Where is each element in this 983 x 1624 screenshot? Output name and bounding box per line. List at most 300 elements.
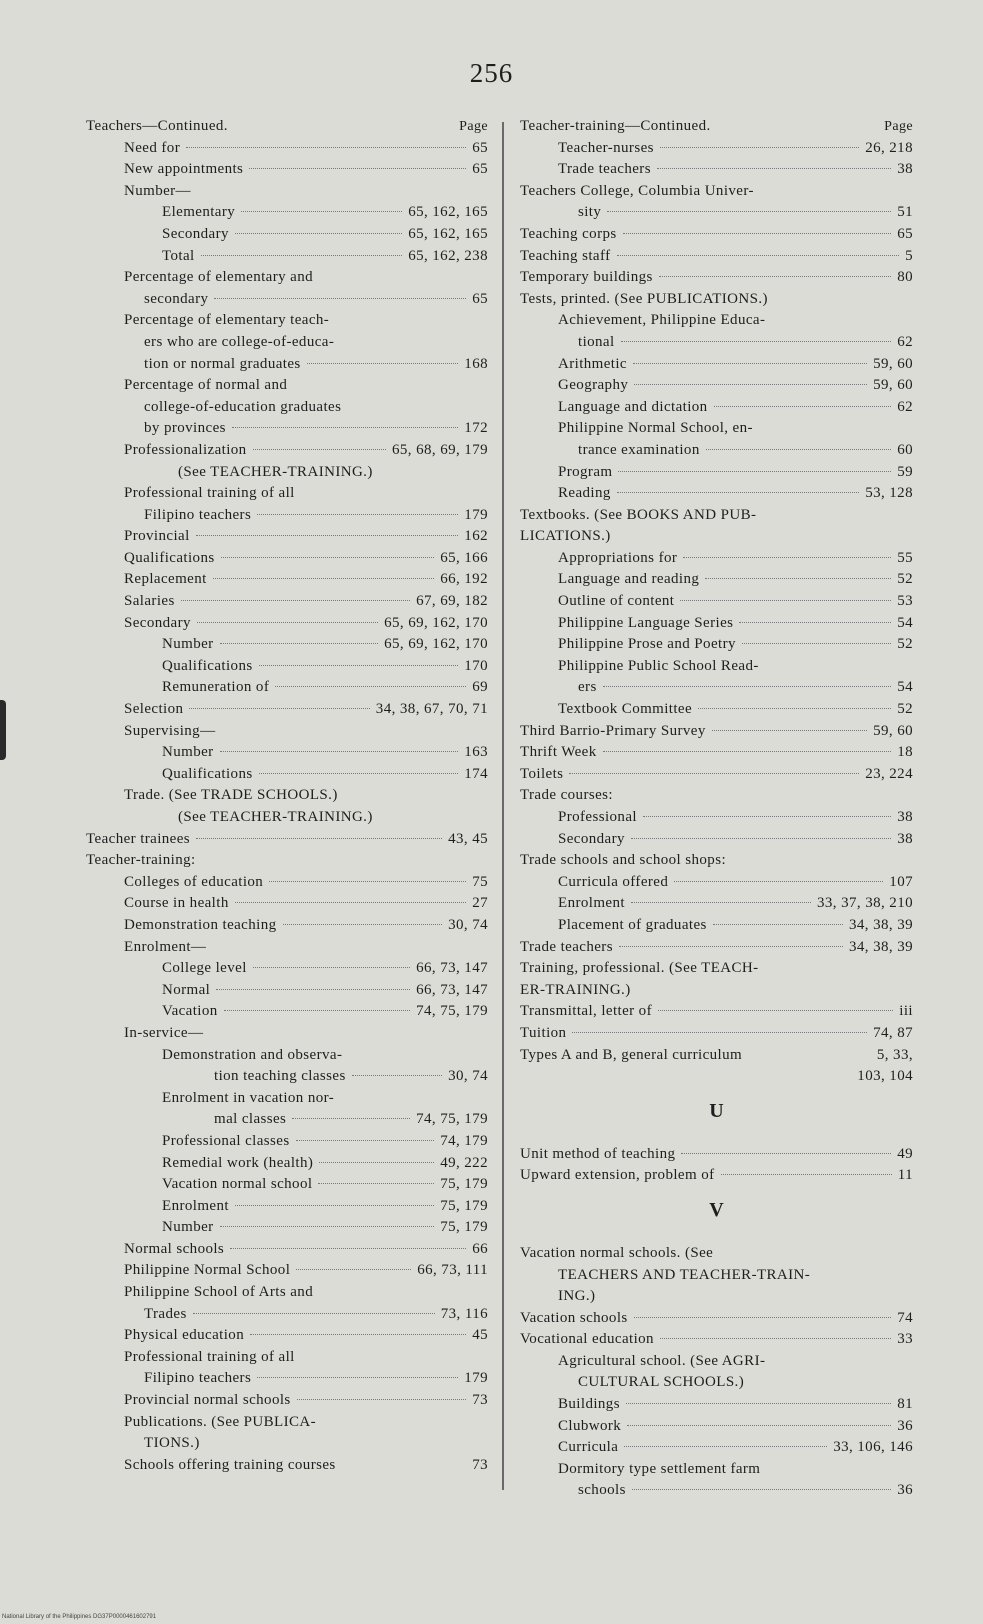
dot-leader xyxy=(269,881,466,882)
index-entry-text: Agricultural school. (See AGRI- xyxy=(558,1352,766,1369)
index-entry-pages: 65, 68, 69, 179 xyxy=(392,441,488,458)
index-entry xyxy=(86,310,488,332)
dot-leader xyxy=(292,1118,410,1119)
index-entry-text: Teacher trainees xyxy=(86,830,191,847)
dot-leader xyxy=(201,255,403,256)
index-entry-text: tional xyxy=(578,333,615,350)
index-entry xyxy=(86,397,488,419)
index-entry-pages: 54 xyxy=(897,614,913,631)
index-entry-pages: Page xyxy=(459,119,488,134)
index-entry-text: Philippine Normal School, en- xyxy=(558,420,753,437)
dot-leader xyxy=(617,255,900,256)
index-entry xyxy=(86,375,488,397)
dot-leader xyxy=(674,881,883,882)
index-entry-pages: 66 xyxy=(472,1240,488,1257)
index-entry-text: college-of-education graduates xyxy=(144,398,342,415)
index-entry xyxy=(520,829,913,851)
dot-leader xyxy=(235,902,466,903)
index-entry xyxy=(520,332,913,354)
dot-leader xyxy=(632,1489,891,1490)
index-entry xyxy=(520,202,913,224)
index-entry-text: Teachers—Continued. xyxy=(86,118,228,134)
index-entry-pages: 80 xyxy=(897,269,913,286)
dot-leader xyxy=(712,730,867,731)
dot-leader xyxy=(706,449,891,450)
index-entry xyxy=(86,785,488,807)
index-entry xyxy=(520,1265,913,1287)
index-entry-text: Arithmetic xyxy=(558,355,627,372)
index-entry-pages: 62 xyxy=(897,333,913,350)
index-entry xyxy=(520,526,913,548)
index-entry-text: Professional training of all xyxy=(124,485,295,502)
index-entry xyxy=(520,505,913,527)
index-entry-text: Replacement xyxy=(124,571,207,588)
index-entry xyxy=(86,807,488,829)
index-entry-text: Percentage of elementary and xyxy=(124,269,314,286)
index-entry-text: Filipino teachers xyxy=(144,506,252,523)
index-entry-text: Curricula offered xyxy=(558,873,669,890)
dot-leader xyxy=(213,578,434,579)
index-section-u xyxy=(520,1144,913,1187)
index-entry xyxy=(520,1394,913,1416)
index-entry-pages: 65, 162, 238 xyxy=(408,247,488,264)
index-entry-pages: 45 xyxy=(472,1327,488,1344)
index-entry-text: Number xyxy=(162,1219,214,1236)
dot-leader xyxy=(660,147,859,148)
index-entry xyxy=(520,1329,913,1351)
index-entry-pages: 34, 38, 67, 70, 71 xyxy=(375,701,488,718)
index-entry xyxy=(520,116,913,138)
index-entry-text: Achievement, Philippine Educa- xyxy=(558,312,766,329)
index-entry-pages: 73 xyxy=(472,1456,488,1473)
index-entry xyxy=(86,116,488,138)
index-entry-pages: 38 xyxy=(897,809,913,825)
dot-leader xyxy=(249,168,466,169)
index-entry-text: Tests, printed. (See PUBLICATIONS.) xyxy=(520,290,768,307)
index-entry-text: Elementary xyxy=(162,204,236,221)
index-entry-text: Supervising— xyxy=(124,722,216,739)
index-entry xyxy=(520,958,913,980)
index-entry-text: trance examination xyxy=(578,441,700,458)
index-entry xyxy=(86,1282,488,1304)
index-entry xyxy=(520,980,913,1002)
index-entry-text: Geography xyxy=(558,377,629,394)
index-entry-pages: 107 xyxy=(889,873,913,890)
dot-leader xyxy=(658,1010,893,1011)
index-entry xyxy=(86,332,488,354)
index-entry-pages: 33, 106, 146 xyxy=(833,1439,913,1456)
dot-leader xyxy=(257,1377,458,1378)
index-entry-pages: 38 xyxy=(897,161,913,178)
dot-leader xyxy=(307,363,459,364)
dot-leader xyxy=(713,924,843,925)
index-entry-text: Colleges of education xyxy=(124,873,264,890)
index-entry-pages: 36 xyxy=(897,1417,913,1434)
index-entry xyxy=(520,915,913,937)
index-entry-text: Salaries xyxy=(124,593,175,610)
dot-leader xyxy=(621,341,892,342)
index-entry-text: Number— xyxy=(124,182,191,199)
index-entry-pages: 30, 74 xyxy=(448,1068,488,1085)
index-entry-text: Toilets xyxy=(520,765,564,782)
index-entry xyxy=(86,656,488,678)
index-entry xyxy=(86,1045,488,1067)
index-entry-text: Remuneration of xyxy=(162,679,270,696)
index-entry-text: Trade teachers xyxy=(520,938,613,955)
index-entry xyxy=(86,1347,488,1369)
index-entry-text: TIONS.) xyxy=(144,1435,200,1452)
index-entry xyxy=(86,1131,488,1153)
dot-leader xyxy=(631,838,891,839)
dot-leader xyxy=(196,838,442,839)
index-entry xyxy=(86,202,488,224)
index-entry xyxy=(86,505,488,527)
index-entry xyxy=(86,1196,488,1218)
index-entry-text: Secondary xyxy=(124,614,191,631)
index-entry xyxy=(520,289,913,311)
index-entry-text: Need for xyxy=(124,139,181,156)
index-entry-text: Professional training of all xyxy=(124,1348,295,1365)
dot-leader xyxy=(253,449,386,450)
index-entry xyxy=(86,246,488,268)
dot-leader xyxy=(196,535,459,536)
index-entry xyxy=(520,1001,913,1023)
index-entry xyxy=(520,267,913,289)
index-entry-pages: 66, 73, 147 xyxy=(416,981,488,998)
dot-leader xyxy=(626,1403,891,1404)
index-entry xyxy=(86,1304,488,1326)
index-entry-pages: 65 xyxy=(897,225,913,242)
index-entry xyxy=(86,267,488,289)
index-entry-pages: 65, 69, 162, 170 xyxy=(384,636,488,653)
index-entry xyxy=(86,850,488,872)
index-entry xyxy=(86,872,488,894)
dot-leader xyxy=(257,514,458,515)
dot-leader xyxy=(220,643,379,644)
index-entry-pages: 168 xyxy=(464,355,488,372)
index-entry-text: Trade teachers xyxy=(558,161,651,178)
index-entry-pages: 66, 73, 147 xyxy=(416,960,488,977)
index-entry-text: (See TEACHER-TRAINING.) xyxy=(178,809,373,825)
index-entry xyxy=(520,1144,913,1166)
section-letter-u: U xyxy=(709,1099,724,1122)
index-entry-pages: 52 xyxy=(897,636,913,653)
index-entry-text: Filipino teachers xyxy=(144,1370,252,1387)
dot-leader xyxy=(232,427,458,428)
index-entry-pages: 53 xyxy=(897,593,913,610)
index-entry-text: Dormitory type settlement farm xyxy=(558,1460,761,1477)
index-entry xyxy=(86,1109,488,1131)
index-entry-text: Transmittal, letter of xyxy=(520,1003,652,1020)
index-entry xyxy=(520,569,913,591)
index-entry-pages: 59, 60 xyxy=(873,355,913,372)
index-entry-text: Placement of graduates xyxy=(558,916,707,933)
index-entry xyxy=(86,677,488,699)
index-entry xyxy=(520,310,913,332)
index-entry-pages: 74, 75, 179 xyxy=(416,1003,488,1020)
index-entry-text: Program xyxy=(558,463,613,480)
index-entry xyxy=(86,548,488,570)
index-entry-pages: 162 xyxy=(464,528,488,545)
index-entry xyxy=(520,246,913,268)
index-entry-text: Language and reading xyxy=(558,571,700,588)
index-entry xyxy=(520,1372,913,1394)
dot-leader xyxy=(319,1162,434,1163)
dot-leader xyxy=(193,1313,435,1314)
index-entry xyxy=(86,1217,488,1239)
dot-leader xyxy=(657,168,891,169)
dot-leader xyxy=(721,1174,892,1175)
index-entry-text: Secondary xyxy=(162,225,229,242)
dot-leader xyxy=(618,471,891,472)
index-entry-text: Demonstration teaching xyxy=(124,916,277,933)
index-entry-text: Philippine Prose and Poetry xyxy=(558,636,736,653)
index-entry-text: by provinces xyxy=(144,420,226,437)
index-entry-pages: 30, 74 xyxy=(448,916,488,933)
index-entry-text: Normal xyxy=(162,981,211,998)
index-entry-text: Reading xyxy=(558,485,611,502)
index-entry xyxy=(86,829,488,851)
index-entry-text: Vocational education xyxy=(520,1331,654,1348)
index-entry-text: Curricula xyxy=(558,1439,619,1456)
index-entry-pages: 27 xyxy=(472,895,488,912)
index-entry xyxy=(86,937,488,959)
scan-footer: National Library of the Philippines DG37P0000461602791 xyxy=(2,1614,157,1620)
index-entry xyxy=(86,462,488,484)
dot-leader xyxy=(197,622,378,623)
index-entry-pages: 60 xyxy=(897,441,913,458)
index-entry-text: Course in health xyxy=(124,895,229,912)
index-entry-text: Vacation normal school xyxy=(162,1176,313,1193)
index-entry xyxy=(520,138,913,160)
index-entry-pages: 34, 38, 39 xyxy=(849,916,913,933)
index-entry-text: Third Barrio-Primary Survey xyxy=(520,722,706,739)
index-section-v xyxy=(520,1243,913,1502)
index-entry-pages: 33 xyxy=(897,1331,913,1348)
dot-leader xyxy=(189,708,369,709)
index-entry xyxy=(520,397,913,419)
dot-leader xyxy=(283,924,443,925)
index-entry-text: schools xyxy=(578,1482,626,1499)
dot-leader xyxy=(683,557,891,558)
index-entry xyxy=(86,721,488,743)
index-entry xyxy=(86,440,488,462)
index-entry xyxy=(86,1260,488,1282)
index-entry-pages: 81 xyxy=(897,1396,913,1413)
index-entry-pages: 69 xyxy=(472,679,488,696)
index-entry-text: Language and dictation xyxy=(558,398,708,415)
index-entry-text: Appropriations for xyxy=(558,549,678,566)
index-entry-text: Demonstration and observa- xyxy=(162,1046,343,1063)
dot-leader xyxy=(643,816,891,817)
index-entry-pages: 65 xyxy=(472,290,488,307)
index-entry-text: secondary xyxy=(144,290,209,307)
dot-leader xyxy=(235,1205,434,1206)
index-entry-pages: 55 xyxy=(897,549,913,566)
dot-leader xyxy=(623,233,892,234)
index-entry-text: LICATIONS.) xyxy=(520,528,611,545)
index-entry-text: Provincial normal schools xyxy=(124,1392,291,1409)
index-entry-pages: 179 xyxy=(464,1370,488,1387)
dot-leader xyxy=(705,578,891,579)
index-entry-pages: 163 xyxy=(464,744,488,761)
dot-leader xyxy=(698,708,891,709)
index-entry xyxy=(520,807,913,829)
dot-leader xyxy=(296,1140,435,1141)
index-entry xyxy=(520,440,913,462)
index-entry xyxy=(520,1437,913,1459)
index-entry-text: Number xyxy=(162,636,214,653)
index-entry-pages: 62 xyxy=(897,398,913,415)
dot-leader xyxy=(253,967,410,968)
dot-leader xyxy=(607,211,891,212)
index-entry xyxy=(520,1351,913,1373)
index-entry xyxy=(520,181,913,203)
index-entry-pages: 74, 75, 179 xyxy=(416,1111,488,1128)
dot-leader xyxy=(275,686,466,687)
dot-leader xyxy=(619,946,843,947)
index-entry xyxy=(520,656,913,678)
dot-leader xyxy=(216,989,410,990)
index-entry-pages: 59, 60 xyxy=(873,377,913,394)
index-entry-text: Training, professional. (See TEACH- xyxy=(520,960,759,977)
index-entry-text: Qualifications xyxy=(162,765,253,782)
index-entry xyxy=(86,980,488,1002)
dot-leader xyxy=(352,1075,442,1076)
index-entry-text: Teaching corps xyxy=(520,225,617,242)
index-entry-text: Percentage of elementary teach- xyxy=(124,312,330,329)
index-entry xyxy=(520,721,913,743)
dot-leader xyxy=(634,1317,892,1318)
index-entry-pages: 26, 218 xyxy=(865,139,913,156)
index-entry-text: Textbook Committee xyxy=(558,701,693,718)
index-entry-text: Teacher-nurses xyxy=(558,139,654,156)
index-entry xyxy=(520,613,913,635)
index-entry-pages: 53, 128 xyxy=(865,485,913,502)
index-entry xyxy=(520,872,913,894)
index-entry xyxy=(86,699,488,721)
dot-leader xyxy=(214,298,466,299)
dot-leader xyxy=(739,622,891,623)
index-entry-text: Trade courses: xyxy=(520,787,613,804)
index-entry-pages: Page xyxy=(884,119,913,134)
index-entry xyxy=(520,375,913,397)
dot-leader xyxy=(624,1446,827,1447)
index-entry-text: Number xyxy=(162,744,214,761)
index-entry-text: Teachers College, Columbia Univer- xyxy=(520,182,754,199)
index-entry-pages: 65 xyxy=(472,161,488,178)
index-entry-pages: 43, 45 xyxy=(448,830,488,847)
index-entry-pages: 65, 69, 162, 170 xyxy=(384,614,488,631)
column-divider xyxy=(502,122,504,1490)
index-entry-pages: 65, 162, 165 xyxy=(408,225,488,242)
dot-leader xyxy=(631,902,811,903)
index-entry-text: Types A and B, general curriculum xyxy=(520,1046,743,1063)
index-entry-text: Secondary xyxy=(558,830,625,847)
index-entry-pages: 74, 87 xyxy=(873,1024,913,1041)
dot-leader xyxy=(681,1153,891,1154)
index-entry-pages: 65 xyxy=(472,139,488,156)
index-entry xyxy=(520,1308,913,1330)
index-entry-pages: 65, 166 xyxy=(440,549,488,566)
index-entry xyxy=(86,1412,488,1434)
left-index-column xyxy=(86,116,488,1476)
index-entry-text: Vacation normal schools. (See xyxy=(520,1244,714,1261)
index-entry-pages: 174 xyxy=(464,765,488,782)
index-entry-pages: 59, 60 xyxy=(873,722,913,739)
index-entry xyxy=(86,591,488,613)
dot-leader xyxy=(220,1226,435,1227)
index-entry xyxy=(520,354,913,376)
dot-leader xyxy=(742,643,891,644)
dot-leader xyxy=(634,384,867,385)
index-entry xyxy=(86,1023,488,1045)
index-entry-pages: 66, 192 xyxy=(440,571,488,588)
index-entry xyxy=(86,1325,488,1347)
index-entry-text: Textbooks. (See BOOKS AND PUB- xyxy=(520,506,757,523)
index-entry xyxy=(520,850,913,872)
dot-leader xyxy=(569,773,859,774)
section-letter-v: V xyxy=(709,1198,724,1221)
index-entry-text: Qualifications xyxy=(124,549,215,566)
index-entry-text: Upward extension, problem of xyxy=(520,1167,715,1184)
index-entry-pages: 11 xyxy=(897,1167,913,1184)
dot-leader xyxy=(181,600,410,601)
index-entry-text: ER-TRAINING.) xyxy=(520,981,631,998)
index-entry-text: Enrolment in vacation nor- xyxy=(162,1089,335,1106)
index-entry-text: Clubwork xyxy=(558,1417,622,1434)
index-entry-text: Trade. (See TRADE SCHOOLS.) xyxy=(124,787,338,804)
index-entry xyxy=(86,569,488,591)
index-entry xyxy=(520,1286,913,1308)
index-entry xyxy=(86,289,488,311)
index-entry xyxy=(86,159,488,181)
index-entry xyxy=(86,742,488,764)
index-entry-text: Vacation schools xyxy=(520,1309,628,1326)
index-entry-text: ers who are college-of-educa- xyxy=(144,333,335,350)
right-index-column xyxy=(520,116,913,1502)
index-entry xyxy=(520,1459,913,1481)
index-entry-text: Physical education xyxy=(124,1327,245,1344)
index-entry xyxy=(86,1066,488,1088)
index-entry xyxy=(520,1416,913,1438)
index-entry xyxy=(86,1001,488,1023)
index-entry-text: Provincial xyxy=(124,528,190,545)
index-entry xyxy=(86,958,488,980)
index-entry-text: Temporary buildings xyxy=(520,269,653,286)
index-entry-text: Buildings xyxy=(558,1396,620,1413)
index-entry-text: Total xyxy=(162,247,195,264)
index-entry xyxy=(86,1153,488,1175)
index-entry-pages: 170 xyxy=(464,657,488,674)
dot-leader xyxy=(221,557,435,558)
index-entry-text: Professional classes xyxy=(162,1132,290,1149)
index-entry-pages: 75 xyxy=(472,873,488,890)
index-entry-text: Enrolment xyxy=(162,1197,229,1214)
index-entry xyxy=(520,785,913,807)
index-entry-text: Remedial work (health) xyxy=(162,1154,314,1171)
index-entry-text: Teacher-training—Continued. xyxy=(520,118,711,134)
index-entry-text: sity xyxy=(578,204,602,221)
dot-leader xyxy=(572,1032,867,1033)
index-entry xyxy=(520,1480,913,1502)
index-entry-text: Thrift Week xyxy=(520,744,597,761)
index-entry-text: Enrolment— xyxy=(124,938,207,955)
dot-leader xyxy=(296,1269,411,1270)
index-entry-text: Professional xyxy=(558,809,637,825)
index-entry-text: Publications. (See PUBLICA- xyxy=(124,1413,317,1430)
index-entry-pages: 38 xyxy=(897,830,913,847)
